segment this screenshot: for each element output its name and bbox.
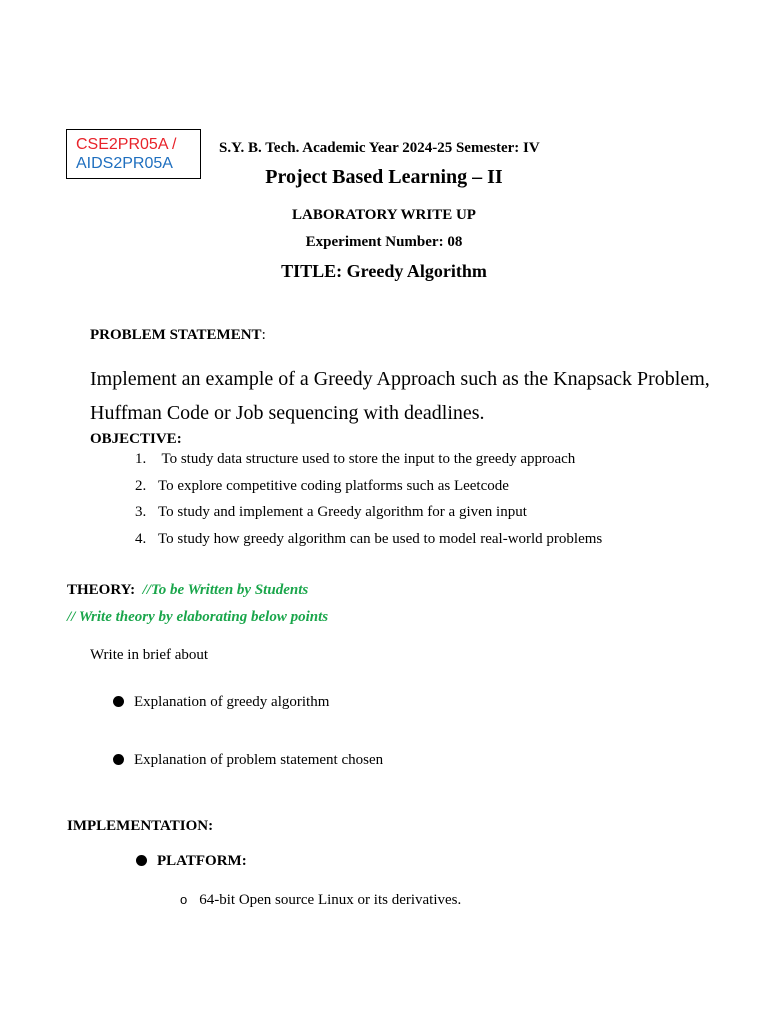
objective-item [135,502,602,529]
writeup-label: LABORATORY WRITE UP [292,207,476,223]
course-code-aids: AIDS2PR05A [76,155,173,172]
objective-number: 2. [135,477,147,494]
objective-number: 4. [135,530,147,547]
sub-bullet-marker: o [180,892,188,907]
theory-note-points: // Write theory by elaborating below points [67,609,329,625]
platform-bullet [136,853,247,870]
problem-statement-text: Implement an example of a Greedy Approach such as the Knapsack Problem, Huffman Code or Job sequencing with deadlines. [90,368,710,424]
problem-statement-colon: : [261,327,266,343]
objective-text: To explore competitive coding platforms such as Leetcode [158,477,509,494]
objective-text: To study and implement a Greedy algorithm for a given input [158,504,527,521]
bullet-dot-icon [113,696,124,707]
platform-sub-text: 64-bit Open source Linux or its derivatives. [199,892,462,908]
objective-item [135,476,602,503]
theory-bullet [113,752,383,769]
theory-intro: Write in brief about [90,647,209,663]
theory-bullet [113,694,329,711]
experiment-number: Experiment Number: 08 [305,234,463,250]
objective-text: To study how greedy algorithm can be used to model real-world problems [158,530,603,547]
theory-bullet-text: Explanation of greedy algorithm [134,694,330,710]
bullet-dot-icon [136,855,147,866]
objective-heading: OBJECTIVE: [90,431,182,447]
problem-statement-heading [90,327,266,344]
theory-note-students: //To be Written by Students [142,582,309,598]
page-title: TITLE: Greedy Algorithm [281,261,487,281]
theory-heading-line [67,582,308,599]
implementation-heading: IMPLEMENTATION: [67,818,214,834]
objective-item [135,529,602,556]
theory-bullet-text: Explanation of problem statement chosen [134,752,384,768]
objective-number: 1. [135,451,147,467]
academic-year-line: S.Y. B. Tech. Academic Year 2024-25 Semester: IV [219,140,540,156]
objective-list [135,449,602,555]
theory-heading: THEORY: [67,582,136,598]
course-code-cse: CSE2PR05A / [76,136,177,153]
problem-statement-label: PROBLEM STATEMENT [90,327,262,343]
objective-number: 3. [135,504,147,521]
course-title: Project Based Learning – II [265,166,503,188]
bullet-dot-icon [113,754,124,765]
objective-item [135,449,602,476]
platform-sub-item [180,892,461,909]
objective-text: To study data structure used to store the input to the greedy approach [158,451,576,467]
platform-label: PLATFORM: [157,853,247,869]
